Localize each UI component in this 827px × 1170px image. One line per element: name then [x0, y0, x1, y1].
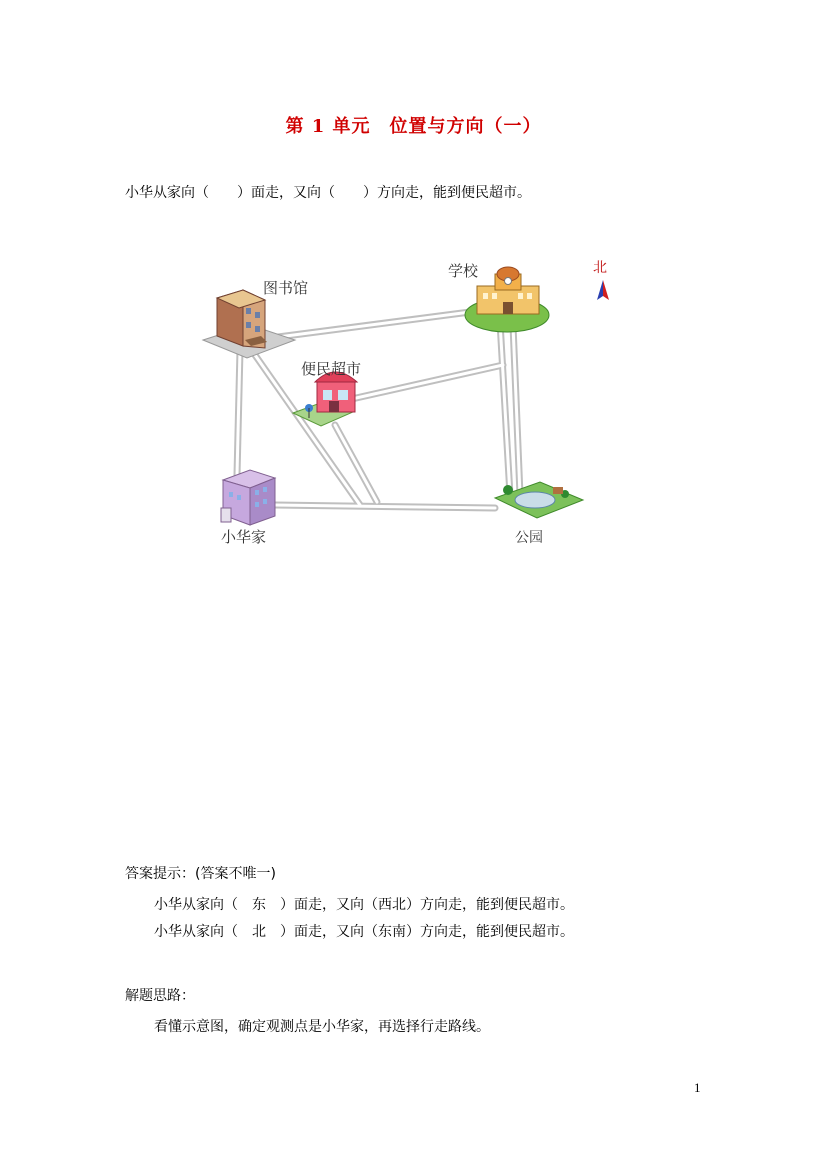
- solution-heading: 解题思路：: [125, 988, 195, 1004]
- library-building-icon: [203, 290, 295, 358]
- label-school: 学校: [448, 262, 479, 280]
- park-icon: [495, 482, 583, 518]
- page-title: 第 1 单元 位置与方向（一）: [285, 116, 542, 137]
- label-supermarket: 便民超市: [301, 360, 362, 378]
- answer-line-1: 小华从家向（ 东 ）面走，又向（西北）方向走，能到便民超市。: [154, 897, 574, 913]
- answer-heading: 答案提示：(答案不唯一): [125, 866, 276, 882]
- label-home: 小华家: [221, 528, 267, 546]
- solution-text: 看懂示意图，确定观测点是小华家，再选择行走路线。: [154, 1019, 490, 1035]
- map-illustration: [195, 250, 625, 560]
- home-building-icon: [221, 470, 275, 525]
- label-park: 公园: [515, 530, 543, 546]
- answer-line-2: 小华从家向（ 北 ）面走，又向（东南）方向走，能到便民超市。: [154, 924, 574, 940]
- label-library: 图书馆: [263, 279, 309, 297]
- compass-label: 北: [593, 260, 607, 276]
- page-number: 1: [694, 1080, 701, 1095]
- supermarket-building-icon: [293, 372, 357, 426]
- north-compass-icon: [597, 280, 609, 300]
- question-text: 小华从家向（ ）面走，又向（ ）方向走，能到便民超市。: [125, 185, 531, 201]
